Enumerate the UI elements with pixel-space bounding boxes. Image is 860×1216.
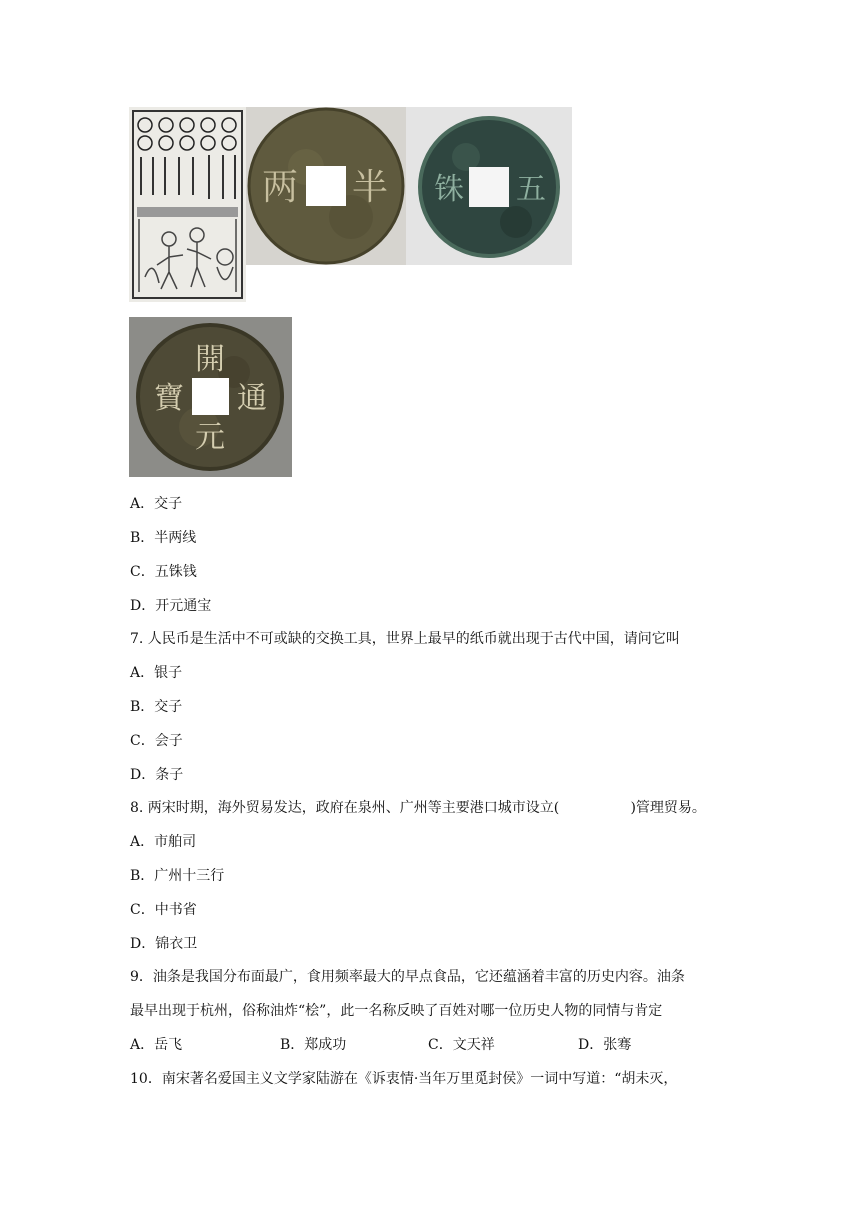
q8-question: 8. 两宋时期，海外贸易发达，政府在泉州、广州等主要港口城市设立( )管理贸易。 bbox=[130, 800, 706, 816]
coin-char: 開 bbox=[195, 342, 225, 377]
banliang-coin-image bbox=[246, 107, 406, 265]
q9-options bbox=[130, 1035, 631, 1055]
q9-question-line2: 最早出现于杭州，俗称油炸“桧”，此一名称反映了百姓对哪一位历史人物的同情与肯定 bbox=[130, 1003, 663, 1019]
coin-char: 铢 bbox=[434, 172, 464, 207]
q10-question: 10．南宋著名爱国主义文学家陆游在《诉衷情·当年万里觅封侯》一词中写道：“胡未灭， bbox=[130, 1071, 678, 1087]
q9-question-line1: 9．油条是我国分布面最广，食用频率最大的早点食品，它还蕴涵着丰富的历史内容。油条 bbox=[130, 969, 685, 985]
q9-option-d: D．张骞 bbox=[578, 1037, 632, 1053]
coin-char: 通 bbox=[237, 381, 267, 416]
q8-option-d: D．锦衣卫 bbox=[130, 936, 198, 952]
coin-char: 五 bbox=[516, 172, 546, 207]
q8-option-c: C．中书省 bbox=[130, 902, 197, 918]
q7-option-d: D．条子 bbox=[130, 767, 184, 783]
q6-option-d: D．开元通宝 bbox=[130, 598, 212, 614]
kaiyuan-tongbao-coin-image bbox=[129, 317, 292, 477]
coin-char: 寶 bbox=[154, 381, 184, 416]
q8-option-a: A．市舶司 bbox=[130, 834, 197, 850]
q6-option-c: C．五铢钱 bbox=[130, 564, 197, 580]
coin-char: 元 bbox=[195, 420, 225, 455]
currency-images-row bbox=[129, 107, 572, 302]
jiaozi-banknote-image bbox=[129, 107, 246, 302]
q8-option-b: B．广州十三行 bbox=[130, 868, 225, 884]
q7-question: 7. 人民币是生活中不可或缺的交换工具，世界上最早的纸币就出现于古代中国，请问它叫 bbox=[130, 631, 680, 647]
q6-option-a: A．交子 bbox=[130, 496, 183, 512]
wuzhu-coin-image bbox=[406, 107, 572, 265]
q7-option-a: A．银子 bbox=[130, 665, 183, 681]
coin-char: 两 bbox=[261, 167, 299, 208]
q9-option-a: A．岳飞 bbox=[130, 1037, 183, 1053]
q7-option-b: B．交子 bbox=[130, 699, 183, 715]
q9-option-b: B．郑成功 bbox=[280, 1037, 347, 1053]
coin-char: 半 bbox=[351, 167, 389, 208]
q9-option-c: C．文天祥 bbox=[428, 1037, 495, 1053]
q7-option-c: C．会子 bbox=[130, 733, 183, 749]
q6-option-b: B．半两线 bbox=[130, 530, 197, 546]
